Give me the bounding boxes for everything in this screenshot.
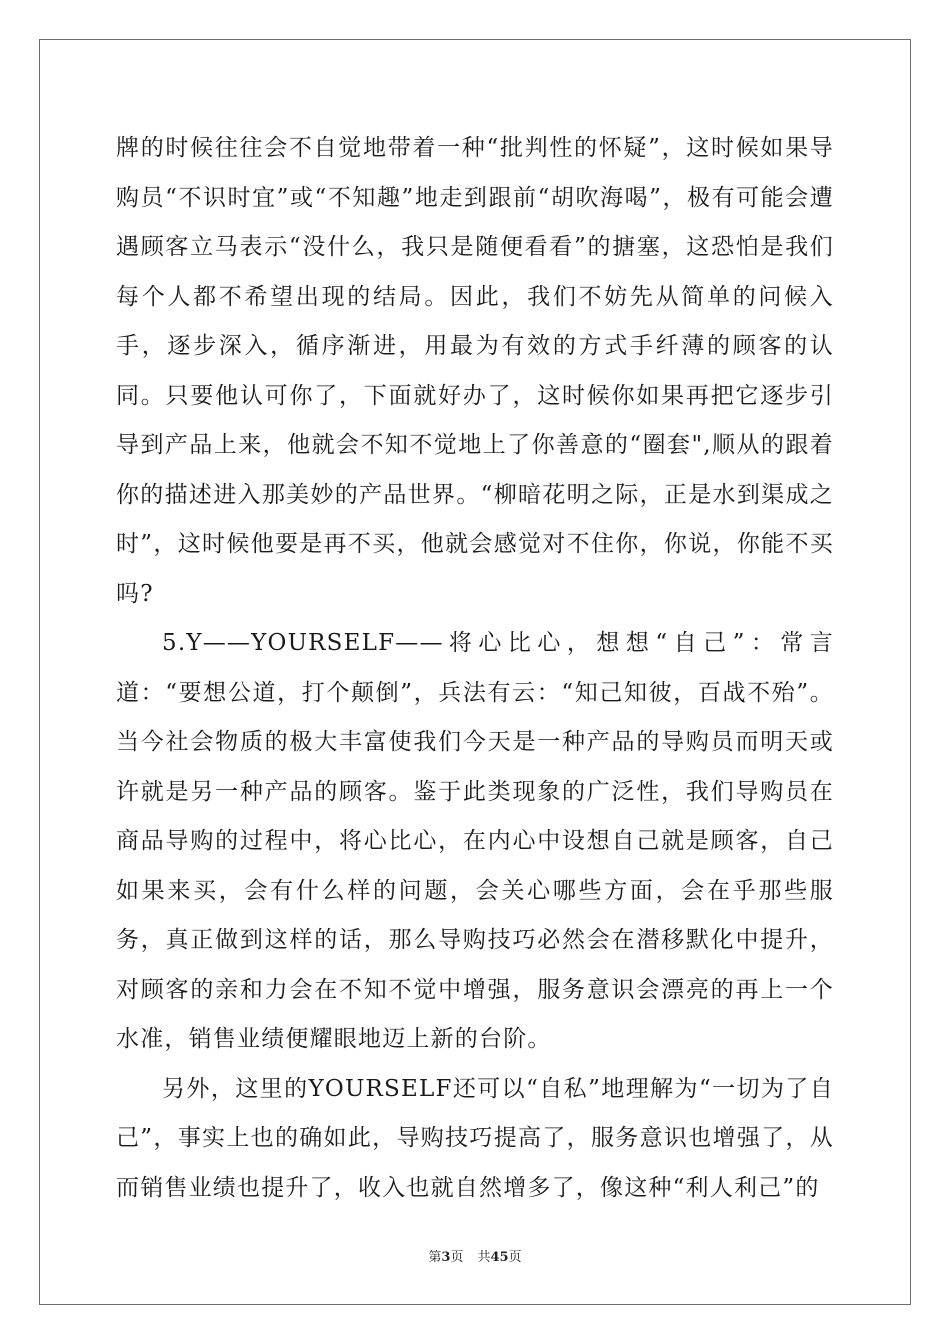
- page-prefix: 第: [428, 1250, 442, 1265]
- page-footer: [0, 1246, 950, 1265]
- total-suffix: 页: [508, 1250, 522, 1265]
- total-prefix: 共: [477, 1250, 491, 1265]
- total-pages: 45: [490, 1250, 509, 1265]
- page-number: 3: [441, 1250, 451, 1265]
- paragraph-continuation: 牌的时候往往会不自觉地带着一种“批判性的怀疑”，这时候如果导购员“不识时宜”或“不知趣”地走到跟前“胡吹海喝”，极有可能会遭遇顾客立马表示“没什么，我只是随便看看”的搪塞，这恐怕是我们每个人都不希望出现的结局。因此，我们不妨先从简单的问候入手，逐步深入，循序渐进，用最为有效的方式手纤薄的顾客的认同。只要他认可你了，下面就好办了，这时候你如果再把它逐步引导到产品上来，他就会不知不觉地上了你善意的“圈套",顺从的跟着你的描述进入那美妙的产品世界。“柳暗花明之际，正是水到渠成之时”，这时候他要是再不买，他就会感觉对不住你，你说，你能不买吗?: [116, 135, 834, 607]
- document-body: [116, 124, 834, 1213]
- page-suffix: 页: [450, 1250, 464, 1265]
- paragraph-yourself: 5.Y——YOURSELF——将心比心，想想“自己”：常言道：“要想公道，打个颠倒”，兵法有云：“知己知彼，百战不殆”。当今社会物质的极大丰富使我们今天是一种产品的导购员而明天或许就是另一种产品的顾客。鉴于此类现象的广泛性，我们导购员在商品导购的过程中，将心比心，在内心中设想自己就是顾客，自己如果来买，会有什么样的问题，会关心哪些方面，会在乎那些服务，真正做到这样的话，那么导购技巧必然会在潜移默化中提升，对顾客的亲和力会在不知不觉中增强，服务意识会漂亮的再上一个水准，销售业绩便耀眼地迈上新的台阶。: [116, 630, 834, 1052]
- paragraph-additionally: 另外，这里的YOURSELF还可以“自私”地理解为“一切为了自己”，事实上也的确如此，导购技巧提高了，服务意识也增强了，从而销售业绩也提升了，收入也就自然增多了，像这种“利人利己”的: [116, 1075, 834, 1201]
